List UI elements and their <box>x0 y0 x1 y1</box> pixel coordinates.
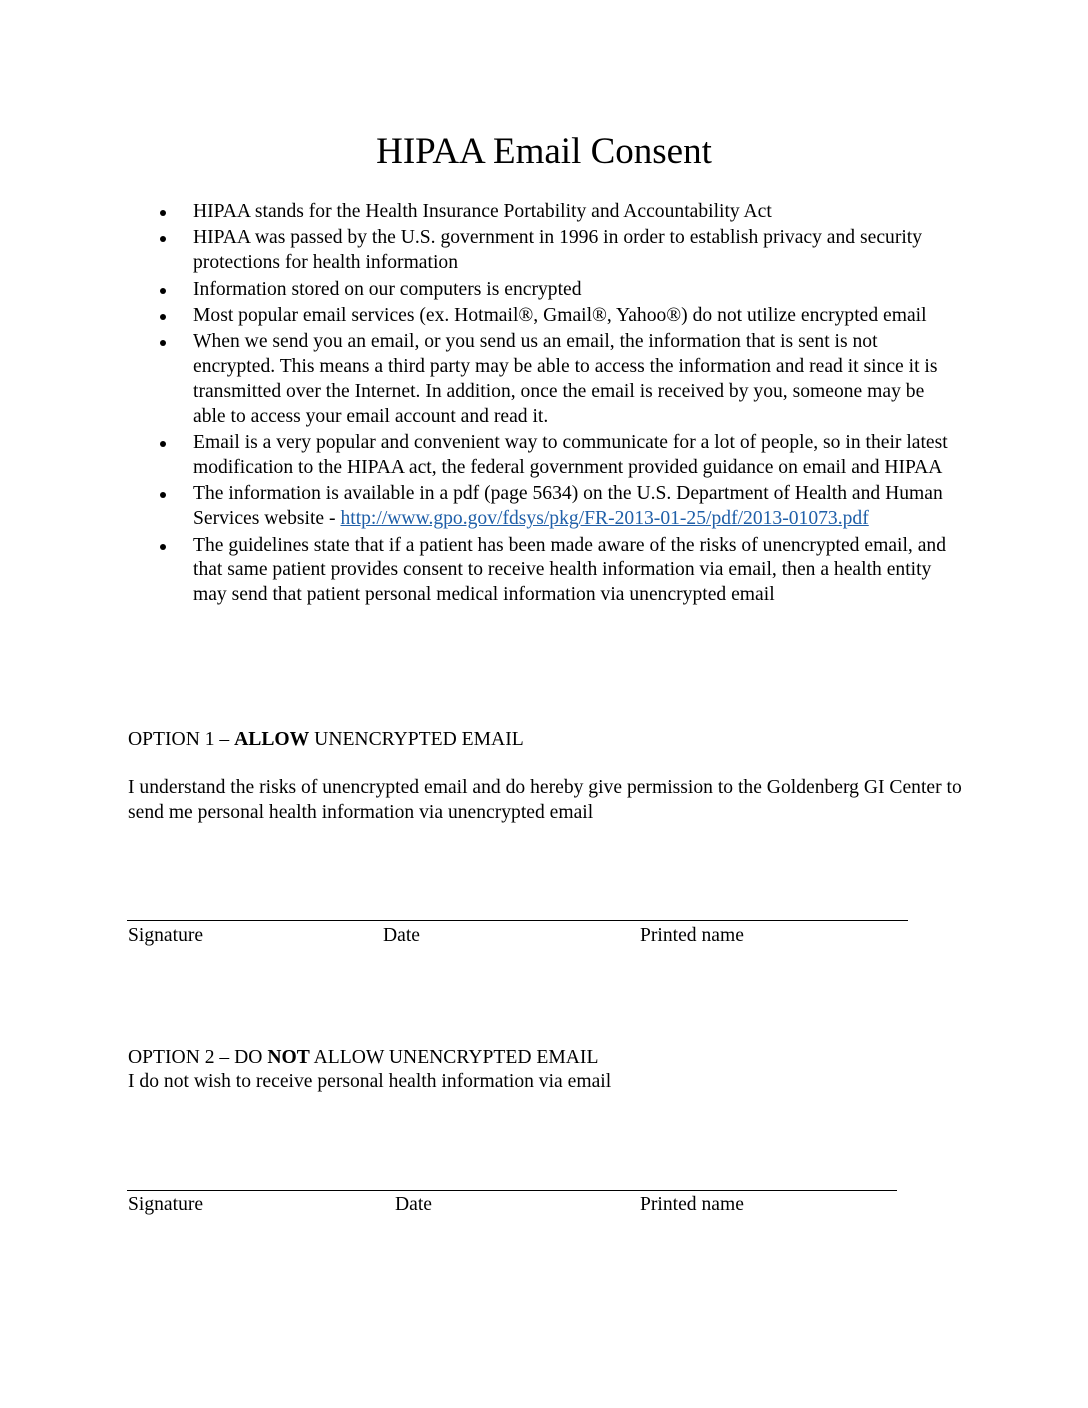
option1-heading-suffix: UNENCRYPTED EMAIL <box>309 729 524 750</box>
list-item-text: The guidelines state that if a patient has been made aware of the risks of unencrypted email, and that same patient provides consent to receive health information via email, then a health entity may send that patient personal medical information via unencrypted email <box>193 534 946 606</box>
option2-printed-name-label: Printed name <box>640 1194 744 1215</box>
list-item <box>160 278 960 303</box>
bullet-icon <box>160 441 166 447</box>
bullet-icon <box>160 544 166 550</box>
option1-statement: I understand the risks of unencrypted email and do hereby give permission to the Goldenberg GI Center to send me personal health information via unencrypted email <box>128 777 962 823</box>
option2-signature-line[interactable] <box>127 1190 897 1191</box>
option1-heading-bold: ALLOW <box>234 729 310 750</box>
option2-heading-suffix: ALLOW UNENCRYPTED EMAIL <box>309 1047 599 1068</box>
option1-date-label: Date <box>383 925 420 946</box>
list-item-text: Information stored on our computers is encrypted <box>193 278 582 300</box>
list-item <box>160 431 960 481</box>
option2-signature-label: Signature <box>128 1194 204 1215</box>
option2-date-label: Date <box>395 1194 432 1215</box>
list-item-text: HIPAA stands for the Health Insurance Portability and Accountability Act <box>193 201 772 222</box>
option2-statement: I do not wish to receive personal health information via email <box>128 1071 612 1092</box>
list-item <box>160 304 960 329</box>
option1-heading <box>128 728 968 753</box>
bullet-icon <box>160 314 166 320</box>
page-title: HIPAA Email Consent <box>376 131 712 172</box>
bullet-icon <box>160 236 166 242</box>
bullet-icon <box>160 288 166 294</box>
list-item-text: HIPAA was passed by the U.S. government in 1996 in order to establish privacy and security protections for health information <box>193 227 923 274</box>
hhs-pdf-link[interactable]: http://www.gpo.gov/fdsys/pkg/FR-2013-01-25/pdf/2013-01073.pdf <box>340 508 869 530</box>
list-item <box>160 482 960 532</box>
list-item-text: Most popular email services (ex. Hotmail®, Gmail®, Yahoo®) do not utilize encrypted email <box>193 304 927 326</box>
list-item <box>160 534 960 608</box>
option1-signature-label: Signature <box>128 925 204 946</box>
list-item-text: When we send you an email, or you send us an email, the information that is sent is not encrypted. This means a third party may be able to access the information and read it since it is transmitted over the Internet. In addition, once the email is received by you, someone may be able to access your email account and read it. <box>193 331 938 427</box>
option1-signature-line[interactable] <box>127 920 908 921</box>
bullet-icon <box>160 210 166 216</box>
list-item-text: The information is available in a pdf (page 5634) on the U.S. Department of Health and Human Services website - <box>193 483 943 530</box>
option2-heading <box>128 1046 968 1071</box>
bullet-icon <box>160 492 166 498</box>
option2-heading-prefix: OPTION 2 – DO <box>128 1047 268 1068</box>
bullet-icon <box>160 340 166 346</box>
list-item <box>160 226 960 276</box>
list-item <box>160 330 960 429</box>
info-bullet-list <box>160 200 960 610</box>
option1-printed-name-label: Printed name <box>640 925 744 946</box>
list-item <box>160 200 960 225</box>
list-item-text: Email is a very popular and convenient way to communicate for a lot of people, so in their latest modification to the HIPAA act, the federal government provided guidance on email and HIPAA <box>193 432 948 478</box>
option2-heading-bold: NOT <box>267 1047 310 1068</box>
option1-heading-prefix: OPTION 1 – <box>128 729 235 750</box>
